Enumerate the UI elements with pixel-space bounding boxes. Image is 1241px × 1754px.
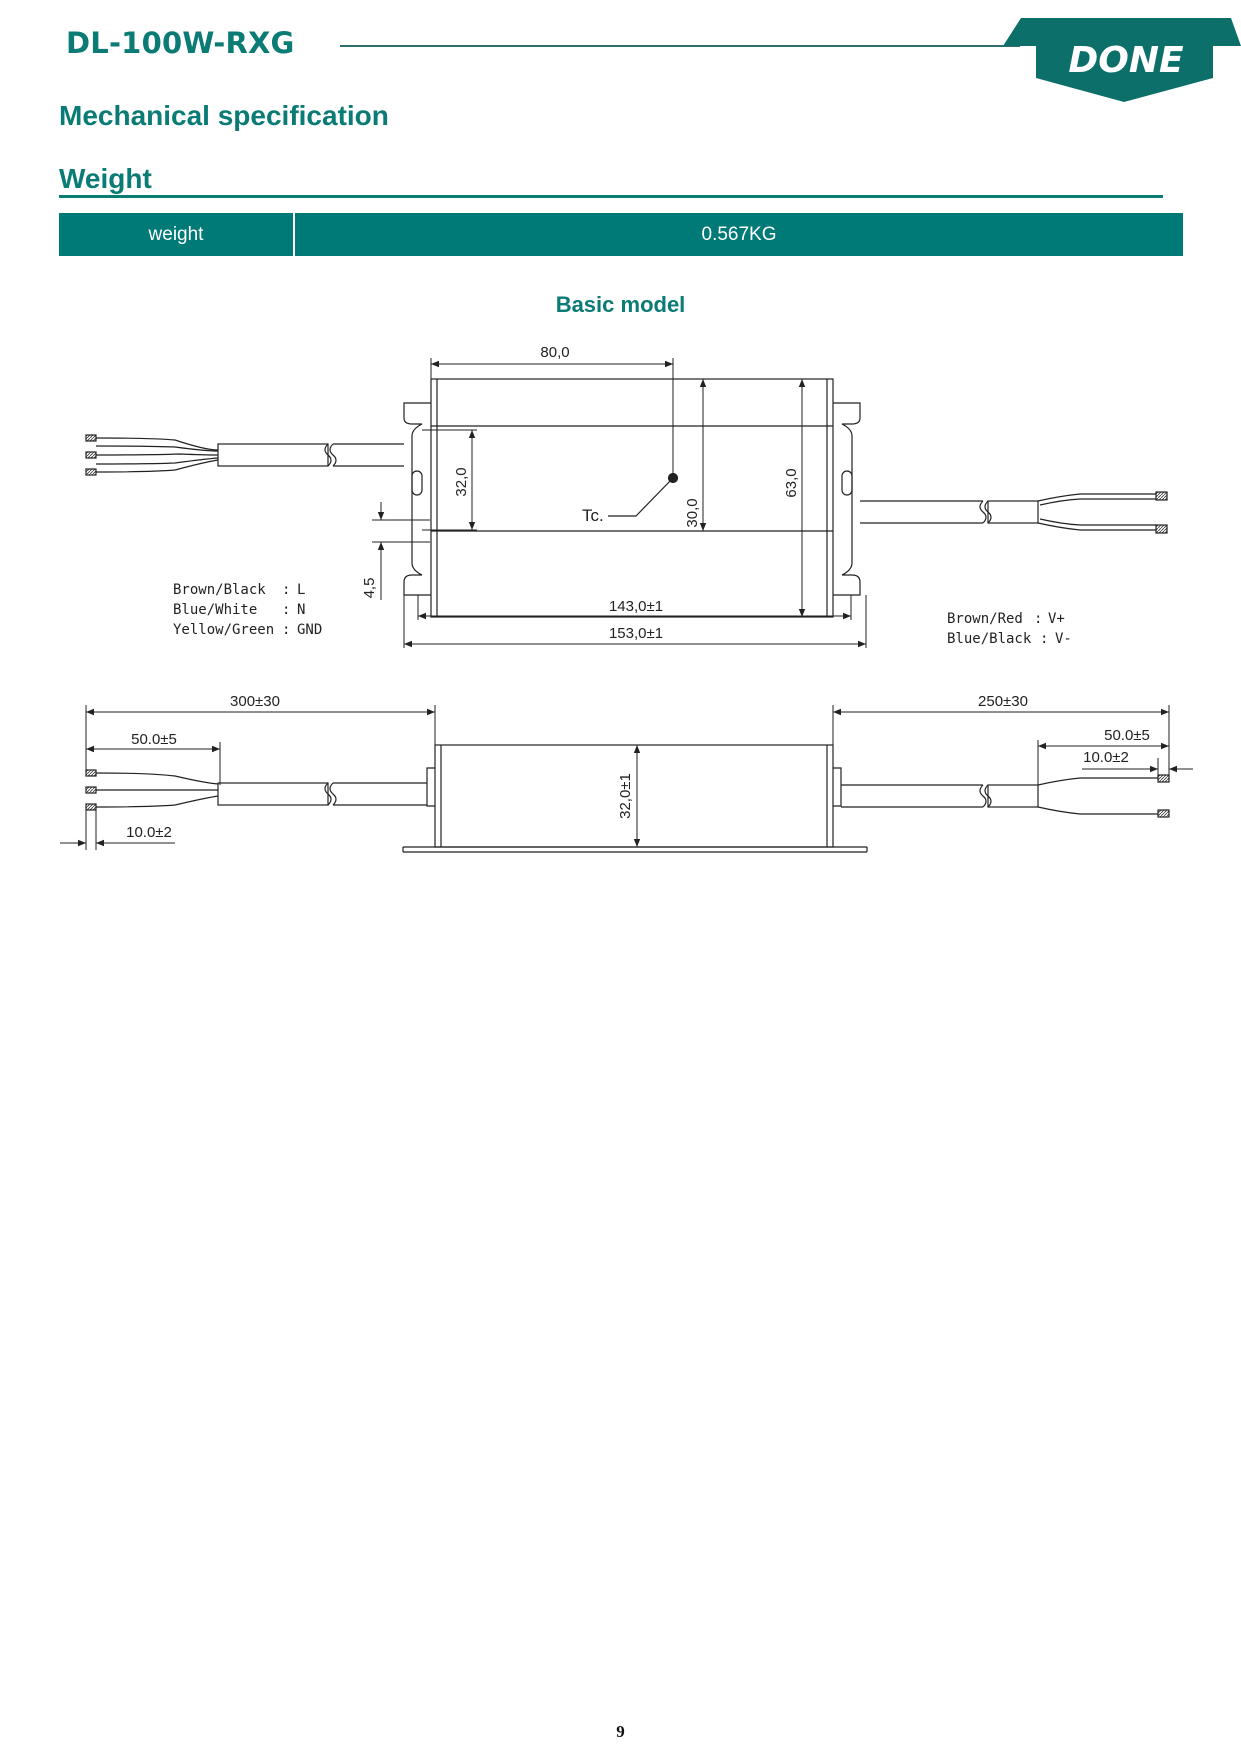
input-wire-legend xyxy=(173,582,322,638)
weight-rule xyxy=(59,195,1163,198)
svg-text:N: N xyxy=(297,602,306,618)
dim-250: 250±30 xyxy=(978,693,1028,710)
brand-logo xyxy=(1003,14,1241,104)
dim-height: 32,0±1 xyxy=(617,773,634,819)
svg-text:V-: V- xyxy=(1055,631,1072,647)
dim-50-left: 50.0±5 xyxy=(131,731,177,748)
dim-10-right: 10.0±2 xyxy=(1083,749,1129,766)
svg-text:L: L xyxy=(297,582,306,598)
dim-4-5: 4,5 xyxy=(361,577,378,599)
weight-value-cell: 0.567KG xyxy=(701,223,777,245)
drawing-title: Basic model xyxy=(555,292,686,317)
model-number: DL-100W-RXG xyxy=(66,26,295,60)
svg-text:Blue/White: Blue/White xyxy=(173,602,258,618)
weight-heading: Weight xyxy=(59,163,152,194)
dim-32: 32,0 xyxy=(453,467,470,497)
brand-logo-text: DONE xyxy=(1068,40,1184,81)
output-wire-legend xyxy=(947,611,1072,647)
svg-text::: : xyxy=(282,622,291,638)
dim-10-left: 10.0±2 xyxy=(126,824,172,841)
dim-50-right: 50.0±5 xyxy=(1104,727,1150,744)
svg-text::: : xyxy=(1040,631,1049,647)
dim-143: 143,0±1 xyxy=(608,598,664,615)
svg-text:V+: V+ xyxy=(1048,611,1065,627)
svg-text::: : xyxy=(282,602,291,618)
svg-text:Brown/Black: Brown/Black xyxy=(173,582,266,598)
weight-table xyxy=(59,213,1183,256)
header-rule xyxy=(340,45,1020,47)
svg-text:Yellow/Green: Yellow/Green xyxy=(173,622,275,638)
mechanical-drawing xyxy=(0,330,1241,870)
dim-300: 300±30 xyxy=(230,693,280,710)
section-title: Mechanical specification xyxy=(59,100,389,131)
dim-80: 80,0 xyxy=(540,344,570,361)
svg-text:Brown/Red: Brown/Red xyxy=(947,611,1023,627)
dim-63: 63,0 xyxy=(783,468,800,498)
svg-text::: : xyxy=(1034,611,1043,627)
dim-30: 30,0 xyxy=(684,498,701,528)
tc-label: Tc. xyxy=(582,506,604,525)
page-number: 9 xyxy=(616,1722,625,1741)
weight-label-cell: weight xyxy=(59,213,295,256)
dim-153: 153,0±1 xyxy=(608,625,664,642)
housing-outline xyxy=(431,379,833,617)
svg-text:Blue/Black: Blue/Black xyxy=(947,631,1032,647)
svg-text:GND: GND xyxy=(297,622,323,638)
svg-text::: : xyxy=(282,582,291,598)
